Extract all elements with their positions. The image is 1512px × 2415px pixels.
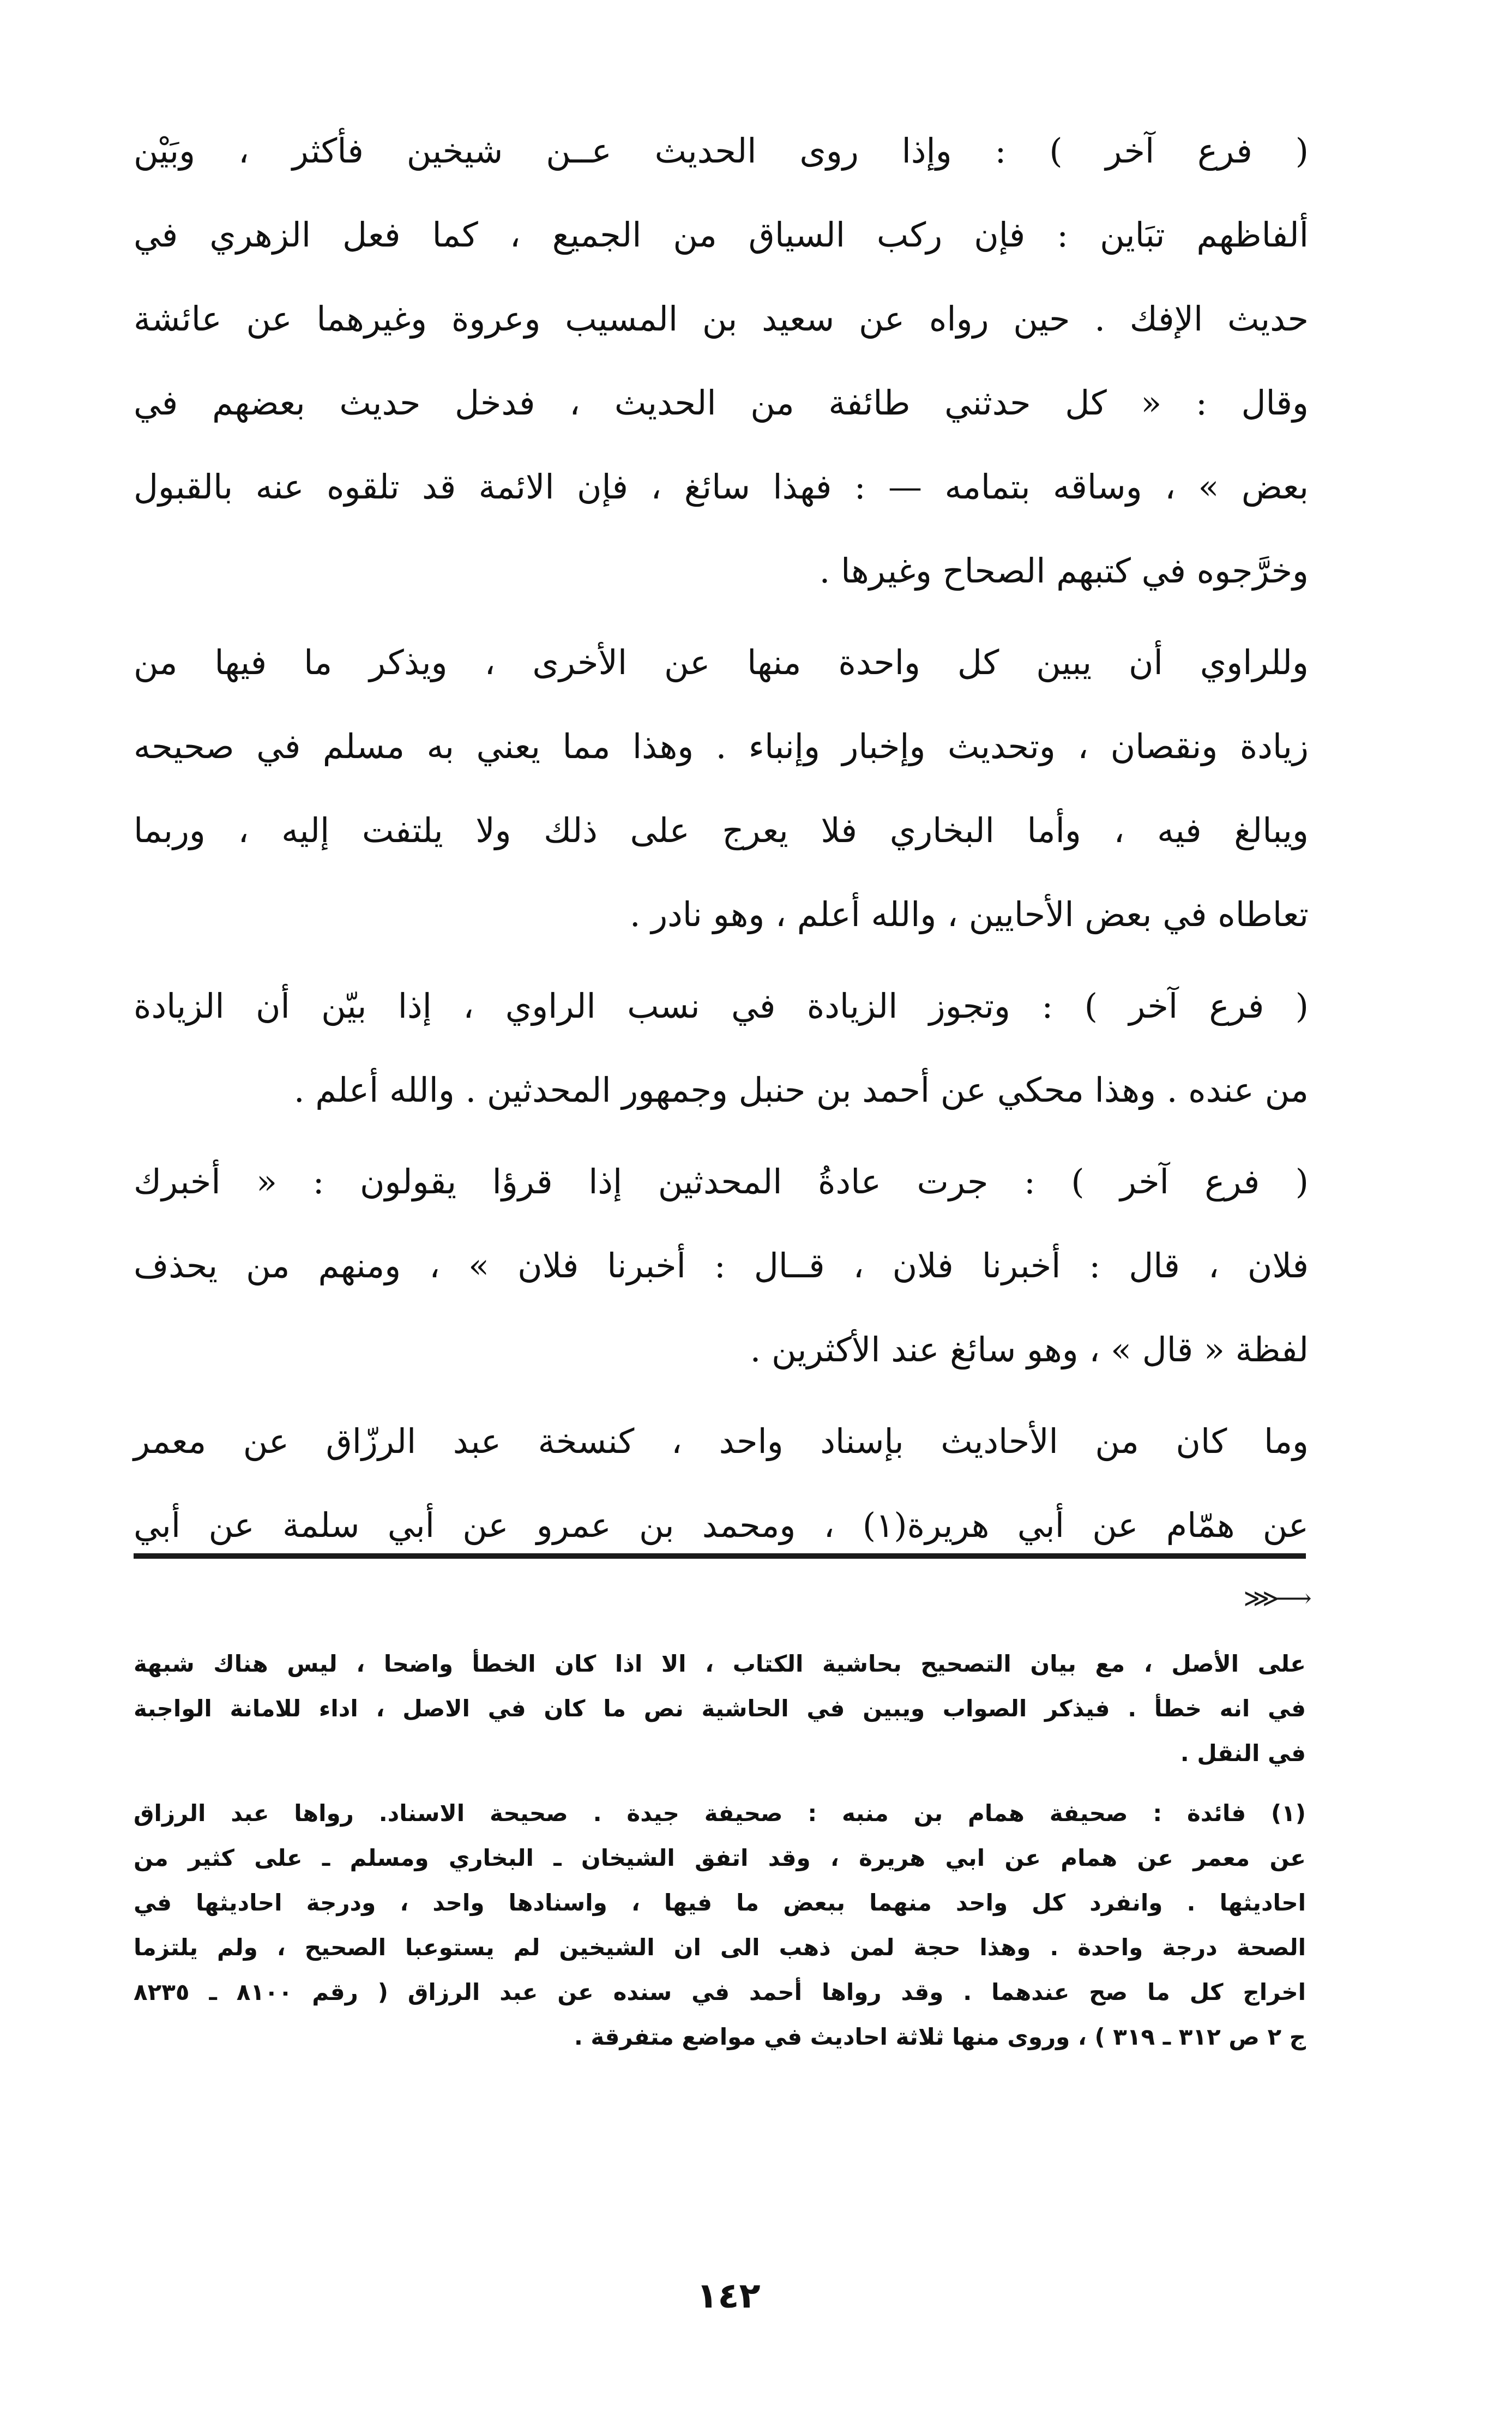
- text-line: ( فرع آخر ) : وتجوز الزيادة في نسب الراوي ، إذا بيّن أن الزيادة: [134, 986, 1309, 1026]
- text-line: ( فرع آخر ) : وإذا روى الحديث عــن شيخين فأكثر ، وبَيْن: [134, 131, 1309, 171]
- text-line: وخرَّجوه في كتبهم الصحاح وغيرها .: [819, 551, 1309, 591]
- footnote-line: الصحة درجة واحدة . وهذا حجة لمن ذهب الى ان الشيخين لم يستوعبا الصحيح ، ولم يلتزما: [134, 1934, 1306, 1961]
- continuation-arrow-icon: ⋙⟶: [1243, 1583, 1309, 1613]
- text-line: من عنده . وهذا محكي عن أحمد بن حنبل وجمهور المحدثين . والله أعلم .: [293, 1070, 1309, 1110]
- paragraph: [134, 109, 1309, 613]
- footnote-line: ج ٢ ص ٣١٢ ـ ٣١٩ ) ، وروى منها ثلاثة احاديث في مواضع متفرقة .: [574, 2023, 1306, 2050]
- footnote-line: على الأصل ، مع بيان التصحيح بحاشية الكتاب ، الا اذا كان الخطأ واضحا ، ليس هناك شبهة: [134, 1650, 1306, 1677]
- paragraph: [134, 1140, 1309, 1392]
- footnote-line: (١) فائدة : صحيفة همام بن منبه : صحيفة جيدة . صحيحة الاسناد. رواها عبد الرزاق: [134, 1800, 1306, 1827]
- text-line: زيادة ونقصان ، وتحديث وإخبار وإنباء . وهذا مما يعني به مسلم في صحيحه: [134, 726, 1309, 766]
- text-line: حديث الإفك . حين رواه عن سعيد بن المسيب وعروة وغيرهما عن عائشة: [134, 299, 1309, 339]
- text-line: وللراوي أن يبين كل واحدة منها عن الأخرى ، ويذكر ما فيها من: [134, 642, 1309, 682]
- page-number: ١٤٢: [696, 2276, 761, 2316]
- footnote-separator: [134, 1553, 1306, 1559]
- text-line: ويبالغ فيه ، وأما البخاري فلا يعرج على ذلك ولا يلتفت إليه ، وربما: [134, 810, 1309, 850]
- main-text: [134, 109, 1309, 1575]
- footnote-line: في انه خطأ . فيذكر الصواب ويبين في الحاشية نص ما كان في الاصل ، اداء للامانة الواجبة: [134, 1695, 1306, 1722]
- footnote-line: اخراج كل ما صح عندهما . وقد رواها أحمد في سنده عن عبد الرزاق ( رقم ٨١٠٠ ـ ٨٢٣٥: [134, 1979, 1306, 2005]
- footnote-1: [134, 1791, 1306, 2059]
- footnote-line: احاديثها . وانفرد كل واحد منهما ببعض ما فيها ، واسنادها واحد ، ودرجة احاديثها في: [134, 1889, 1306, 1916]
- text-line: وقال : « كل حدثني طائفة من الحديث ، فدخل حديث بعضهم في: [134, 383, 1309, 423]
- paragraph: [134, 964, 1309, 1132]
- text-line: تعاطاه في بعض الأحايين ، والله أعلم ، وهو نادر .: [629, 894, 1309, 934]
- footnotes: [134, 1642, 1306, 2075]
- paragraph: [134, 621, 1309, 957]
- text-line: فلان ، قال : أخبرنا فلان ، قــال : أخبرنا فلان » ، ومنهم من يحذف: [134, 1246, 1309, 1285]
- footnote-line: في النقل .: [1180, 1740, 1306, 1767]
- text-line: وما كان من الأحاديث بإسناد واحد ، كنسخة عبد الرزّاق عن معمر: [134, 1421, 1309, 1461]
- text-line: لفظة « قال » ، وهو سائغ عند الأكثرين .: [750, 1330, 1309, 1369]
- paragraph: [134, 1399, 1309, 1567]
- text-line: بعض » ، وساقه بتمامه — : فهذا سائغ ، فإن الائمة قد تلقوه عنه بالقبول: [134, 467, 1309, 507]
- text-line: ألفاظهم تبَاين : فإن ركب السياق من الجميع ، كما فعل الزهري في: [134, 215, 1309, 255]
- footnote-line: عن معمر عن همام عن ابي هريرة ، وقد اتفق الشيخان ـ البخاري ومسلم ـ على كثير من: [134, 1845, 1306, 1871]
- text-line: عن همّام عن أبي هريرة(١) ، ومحمد بن عمرو عن أبي سلمة عن أبي: [134, 1505, 1309, 1545]
- text-line: ( فرع آخر ) : جرت عادةُ المحدثين إذا قرؤا يقولون : « أخبرك: [134, 1162, 1309, 1202]
- footnote-continued: [134, 1642, 1306, 1776]
